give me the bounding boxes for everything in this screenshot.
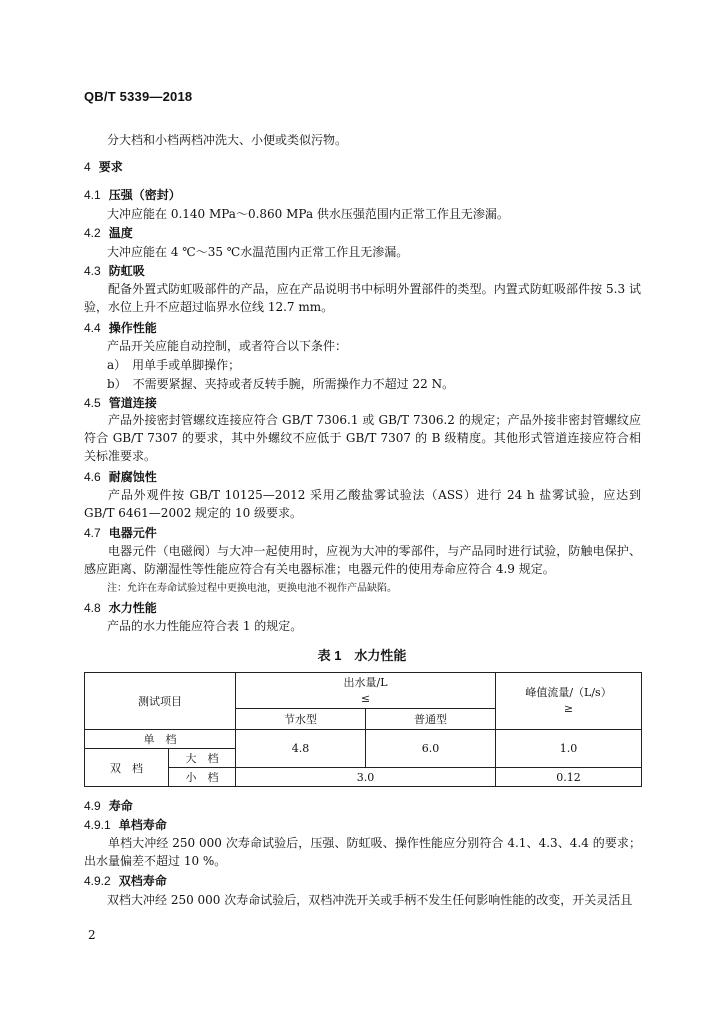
section-4-heading (84, 160, 123, 174)
row-dual-label: 双 档 (85, 749, 169, 787)
section-number: 4.3 (84, 264, 101, 278)
section-4-9-1-text: 单档大冲经 250 000 次寿命试验后，压强、防虹吸、操作性能应分别符合 4.1、4.3、4.4 的要求；出水量偏差不超过 10 %。 (84, 836, 641, 868)
section-title: 单档寿命 (118, 818, 167, 832)
section-title: 水力性能 (108, 601, 157, 615)
header-test-item: 测试项目 (85, 673, 236, 730)
subheader-water-saving: 节水型 (236, 709, 366, 730)
header-water-volume-symbol: ≤ (360, 691, 371, 705)
table-caption: 表 1 水力性能 (317, 648, 407, 663)
section-4-7-note: 注：允许在寿命试验过程中更换电池，更换电池不视作产品缺陷。 (107, 583, 397, 594)
cell-peak-value-2: 0.12 (496, 768, 642, 787)
row-small-label: 小 档 (169, 768, 236, 787)
section-title: 压强（密封） (108, 188, 181, 202)
section-number: 4.5 (84, 396, 101, 410)
header-peak-flow (496, 673, 642, 730)
section-number: 4.9.1 (84, 818, 111, 832)
section-4-8-text: 产品的水力性能应符合表 1 的规定。 (107, 619, 303, 633)
cell-peak-value-1: 1.0 (496, 730, 642, 768)
section-number: 4.4 (84, 321, 101, 335)
section-4-9-heading (84, 799, 133, 813)
section-number: 4.2 (84, 226, 101, 240)
section-4-8-heading (84, 601, 157, 615)
section-4-3-heading (84, 264, 145, 278)
cell-normal-value: 6.0 (366, 730, 496, 768)
section-title: 耐腐蚀性 (108, 470, 157, 484)
list-item-a: a） 用单手或单脚操作； (107, 358, 241, 372)
header-water-volume (236, 673, 496, 709)
section-4-4-heading (84, 321, 157, 335)
section-title: 操作性能 (108, 321, 157, 335)
hydraulic-performance-table (84, 672, 642, 787)
section-4-7-text: 电器元件（电磁阀）与大冲一起使用时，应视为大冲的零部件，与产品同时进行试验，防触电保护、感应距离、防潮湿性等性能应符合有关电器标准；电器元件的使用寿命应符合 4.9 规定。 (84, 544, 641, 576)
cell-small-value: 3.0 (236, 768, 496, 787)
section-title: 寿命 (108, 799, 133, 813)
section-number: 4.8 (84, 601, 101, 615)
section-4-7-heading (84, 526, 157, 540)
section-title: 温度 (108, 226, 133, 240)
section-4-9-2-heading (84, 874, 167, 888)
section-number: 4.9 (84, 799, 101, 813)
section-4-5-heading (84, 396, 157, 410)
header-peak-flow-symbol: ≥ (563, 702, 574, 715)
section-4-2-heading (84, 226, 133, 240)
section-4-1-heading (84, 188, 181, 202)
section-4-6-heading (84, 470, 157, 484)
cell-saving-value: 4.8 (236, 730, 366, 768)
section-number: 4.1 (84, 188, 101, 202)
section-number: 4 (84, 160, 91, 174)
section-number: 4.9.2 (84, 874, 111, 888)
row-big-label: 大 档 (169, 749, 236, 768)
section-4-9-2-text: 双档大冲经 250 000 次寿命试验后，双档冲洗开关或手柄不发生任何影响性能的改变，开关灵活且 (107, 893, 633, 907)
section-title: 电器元件 (108, 526, 157, 540)
section-title: 要求 (98, 160, 123, 174)
section-4-1-text: 大冲应能在 0.140 MPa～0.860 MPa 供水压强范围内正常工作且无渗漏。 (107, 207, 509, 221)
section-4-9-1-heading (84, 818, 167, 832)
list-item-b: b） 不需要紧握、夹持或者反转手腕，所需操作力不超过 22 N。 (107, 377, 455, 391)
section-4-5-text: 产品外接密封管螺纹连接应符合 GB/T 7306.1 或 GB/T 7306.2 的规定；产品外接非密封管螺纹应符合 GB/T 7307 的要求，其中外螺纹不应低于 GB/T 7307 的 B 级精度。其他形式管道连接应符合相关标准要求。 (84, 413, 641, 463)
section-title: 管道连接 (108, 396, 157, 410)
section-4-6-text: 产品外观件按 GB/T 10125—2012 采用乙酸盐雾试验法（ASS）进行 24 h 盐雾试验，应达到 GB/T 6461—2002 规定的 10 级要求。 (84, 488, 641, 520)
section-number: 4.7 (84, 526, 101, 540)
section-4-2-text: 大冲应能在 4 ℃～35 ℃水温范围内正常工作且无渗漏。 (107, 245, 409, 259)
section-title: 双档寿命 (118, 874, 167, 888)
header-peak-flow-label: 峰值流量/（L/s） (525, 686, 612, 699)
row-single-label: 单 档 (85, 730, 236, 749)
header-water-volume-label: 出水量/L (343, 675, 388, 689)
subheader-normal: 普通型 (366, 709, 496, 730)
section-number: 4.6 (84, 470, 101, 484)
intro-text: 分大档和小档两档冲洗大、小便或类似污物。 (107, 133, 348, 147)
page-number: 2 (88, 928, 96, 942)
section-title: 防虹吸 (108, 264, 145, 278)
standard-number-header: QB/T 5339—2018 (84, 89, 193, 104)
section-4-3-text: 配备外置式防虹吸部件的产品，应在产品说明书中标明外置部件的类型。内置式防虹吸部件按 5.3 试验，水位上升不应超过临界水位线 12.7 mm。 (84, 282, 641, 314)
section-4-4-text: 产品开关应能自动控制，或者符合以下条件： (107, 339, 348, 353)
